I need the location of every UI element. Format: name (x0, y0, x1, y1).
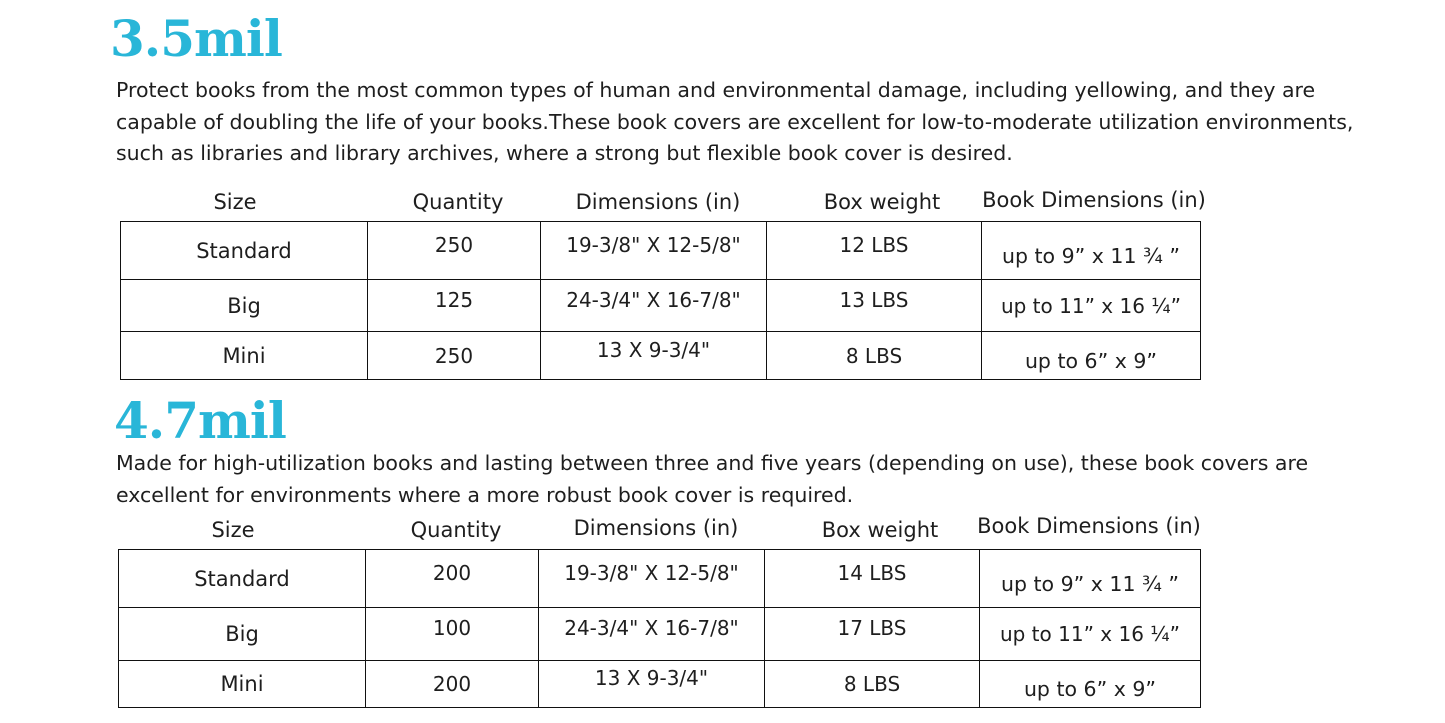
cell-size: Standard (119, 550, 366, 608)
cell-size: Mini (121, 332, 368, 380)
column-header-size: Size (211, 518, 255, 542)
cell-dimensions: 19-3/8" X 12-5/8" (539, 550, 765, 608)
cell-dimensions: 24-3/4" X 16-7/8" (541, 280, 767, 332)
cell-dimensions: 19-3/8" X 12-5/8" (541, 222, 767, 280)
cell-dimensions: 24-3/4" X 16-7/8" (539, 608, 765, 661)
cell-book-dimensions: up to 9” x 11 ¾ ” (982, 222, 1201, 280)
table-row (121, 280, 1201, 332)
table-row (119, 608, 1201, 661)
cell-size: Standard (121, 222, 368, 280)
cell-size: Big (121, 280, 368, 332)
column-header-box-weight: Box weight (821, 518, 939, 542)
table-row (121, 332, 1201, 380)
cell-box-weight: 17 LBS (765, 608, 980, 661)
section-heading: 3.5mil (110, 9, 282, 68)
cell-book-dimensions: up to 9” x 11 ¾ ” (980, 550, 1201, 608)
column-header-book-dimensions: Book Dimensions (in) (977, 514, 1201, 538)
cell-box-weight: 8 LBS (765, 661, 980, 708)
cell-dimensions: 13 X 9-3/4" (539, 661, 765, 708)
cell-book-dimensions: up to 6” x 9” (980, 661, 1201, 708)
cell-box-weight: 13 LBS (767, 280, 982, 332)
column-header-quantity: Quantity (410, 518, 502, 542)
spec-table (120, 221, 1201, 380)
cell-quantity: 125 (368, 280, 541, 332)
column-header-box-weight: Box weight (823, 190, 941, 214)
spec-table (118, 549, 1201, 708)
cell-book-dimensions: up to 6” x 9” (982, 332, 1201, 380)
table-row (121, 222, 1201, 280)
column-header-dimensions: Dimensions (in) (575, 190, 741, 214)
column-header-quantity: Quantity (412, 190, 504, 214)
column-header-dimensions: Dimensions (in) (573, 516, 739, 540)
column-header-book-dimensions: Book Dimensions (in) (982, 188, 1206, 212)
cell-box-weight: 14 LBS (765, 550, 980, 608)
cell-quantity: 100 (366, 608, 539, 661)
section-heading: 4.7mil (114, 391, 286, 450)
cell-book-dimensions: up to 11” x 16 ¼” (980, 608, 1201, 661)
cell-quantity: 200 (366, 550, 539, 608)
cell-size: Mini (119, 661, 366, 708)
cell-size: Big (119, 608, 366, 661)
section-description: Made for high-utilization books and lasting between three and five years (depending on use), these book covers are excellent for environments where a more robust book cover is required. (116, 451, 1309, 507)
cell-box-weight: 8 LBS (767, 332, 982, 380)
column-header-size: Size (213, 190, 257, 214)
cell-quantity: 250 (368, 222, 541, 280)
section-description: Protect books from the most common types of human and environmental damage, including yellowing, and they are capable of doubling the life of your books.These book covers are excellent for low-to-moderate utilization environments, such as libraries and library archives, where a strong but flexible book cover is desired. (116, 78, 1354, 165)
cell-quantity: 200 (366, 661, 539, 708)
cell-dimensions: 13 X 9-3/4" (541, 332, 767, 380)
table-row (119, 661, 1201, 708)
cell-box-weight: 12 LBS (767, 222, 982, 280)
table-row (119, 550, 1201, 608)
cell-book-dimensions: up to 11” x 16 ¼” (982, 280, 1201, 332)
cell-quantity: 250 (368, 332, 541, 380)
